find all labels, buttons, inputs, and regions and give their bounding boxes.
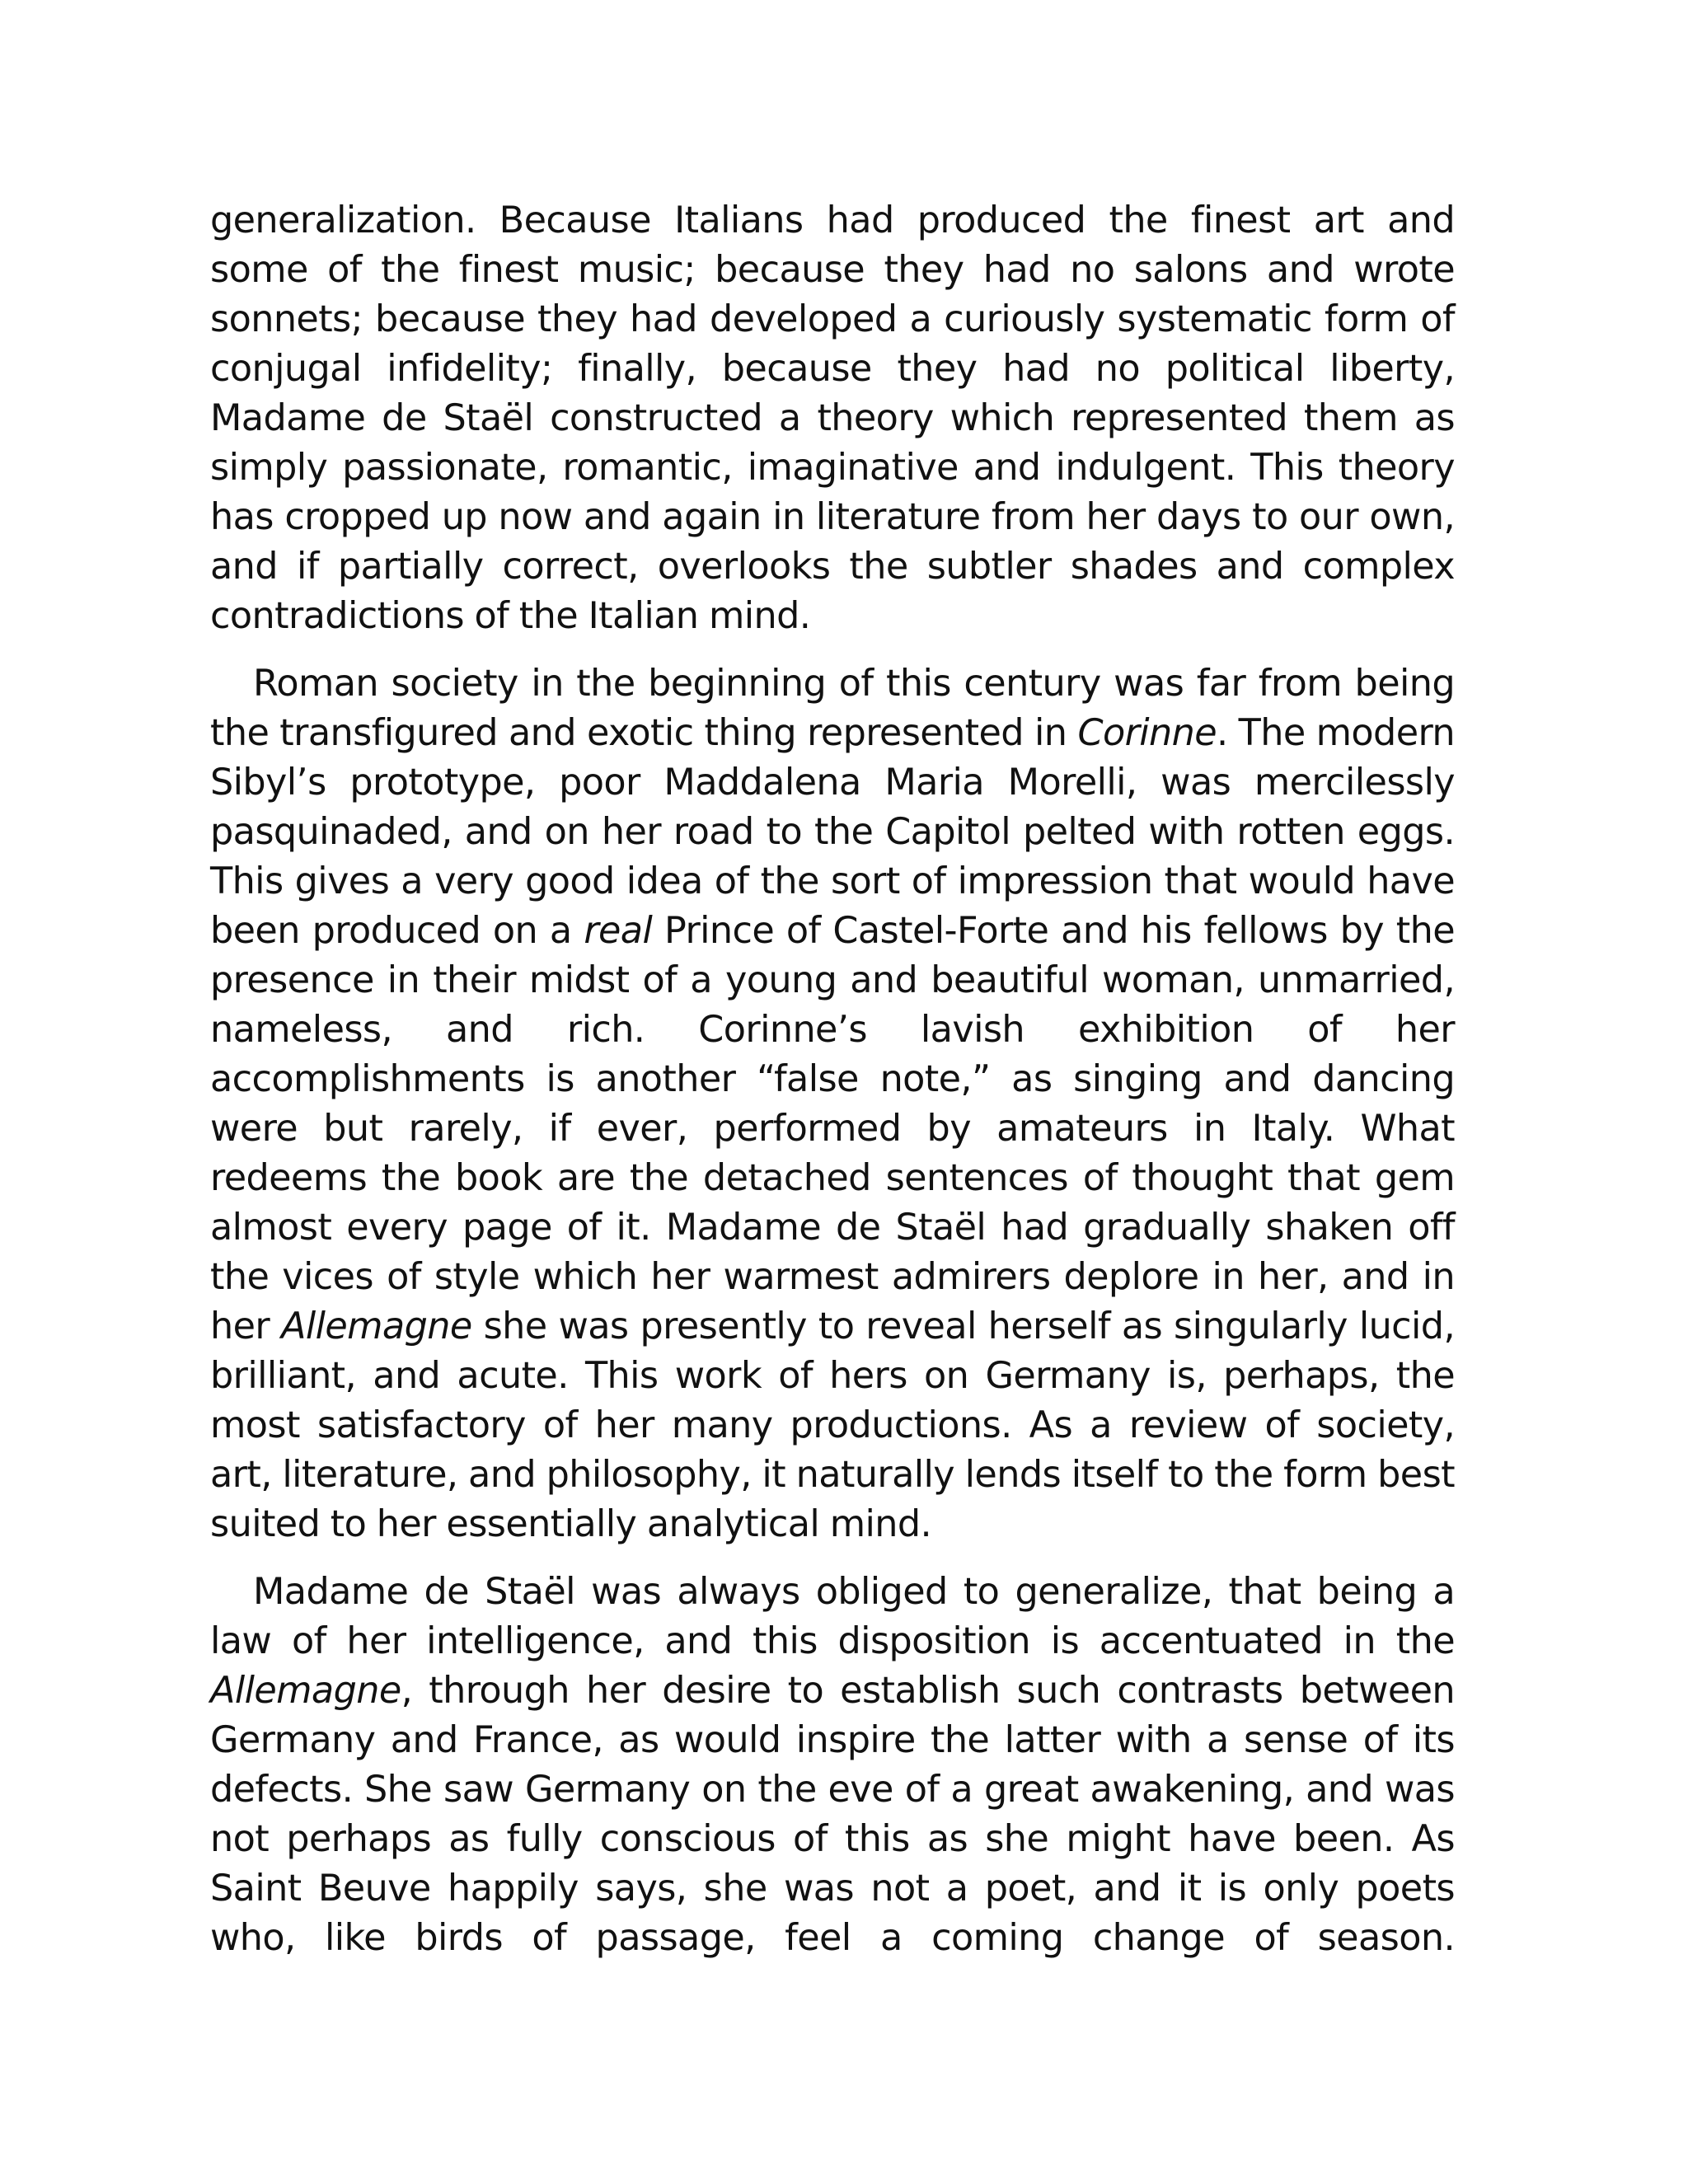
- text-span: she was presently to reveal herself as singularly lucid, brilliant, and acute. This work of hers on Germany is, perhaps, the most satisfactory of her many productions. As a review of society, art, literature, and philosophy, it naturally lends itself to the form best suited to her essentially analytical mind.: [210, 1305, 1456, 1545]
- text-span: generalization. Because Italians had produced the finest art and some of the finest music; because they had no salons and wrote sonnets; because they had developed a curiously systematic form of conjugal infidelity; finally, because they had no political liberty, Madame de Staël constructed a theory which represented them as simply passionate, romantic, imaginative and indulgent. This theory has cropped up now and again in literature from her days to our own, and if partially correct, overlooks the subtler shades and complex contradictions of the Italian mind.: [210, 199, 1455, 637]
- text-span: Prince of Castel-Forte and his fellows by the presence in their midst of a young and beautiful woman, unmarried, nameless, and rich. Corinne’s lavish exhibition of her accomplishments is another “false note,” as singing and dancing were but rarely, if ever, performed by amateurs in Italy. What redeems the book are the detached sentences of thought that gem almost every page of it. Madame de Staël had gradually shaken off the vices of style which her warmest admirers deplore in her, and in her: [210, 910, 1455, 1347]
- page-body: [210, 196, 1455, 1963]
- italic-title-allemagne: Allemagne: [281, 1305, 472, 1347]
- text-span: . The modern Sibyl’s prototype, poor Maddalena Maria Morelli, was mercilessly pasquinaded, and on her road to the Capitol pelted with rotten eggs. This gives a very good idea of the sort of impression that would have been produced on a: [210, 712, 1455, 952]
- text-span: Roman society in the beginning of this century was far from being the transfigured and exotic thing represented in: [210, 663, 1455, 754]
- paragraph-1: [210, 196, 1455, 641]
- text-span: Madame de Staël was always obliged to generalize, that being a law of her intelligence, and this disposition is accentuated in the: [210, 1571, 1455, 1662]
- italic-title-allemagne: Allemagne: [210, 1670, 401, 1712]
- text-span: , through her desire to establish such contrasts between Germany and France, as would inspire the latter with a sense of its defects. She saw Germany on the eve of a great awakening, and was not perhaps as fully conscious of this as she might have been. As Saint Beuve happily says, she was not a poet, and it is only poets who, like birds of passage, feel a coming change of season.: [210, 1670, 1455, 1959]
- paragraph-2: [210, 659, 1455, 1549]
- italic-emphasis-real: real: [584, 910, 653, 952]
- paragraph-3: [210, 1568, 1455, 1963]
- italic-title-corinne: Corinne: [1077, 712, 1217, 754]
